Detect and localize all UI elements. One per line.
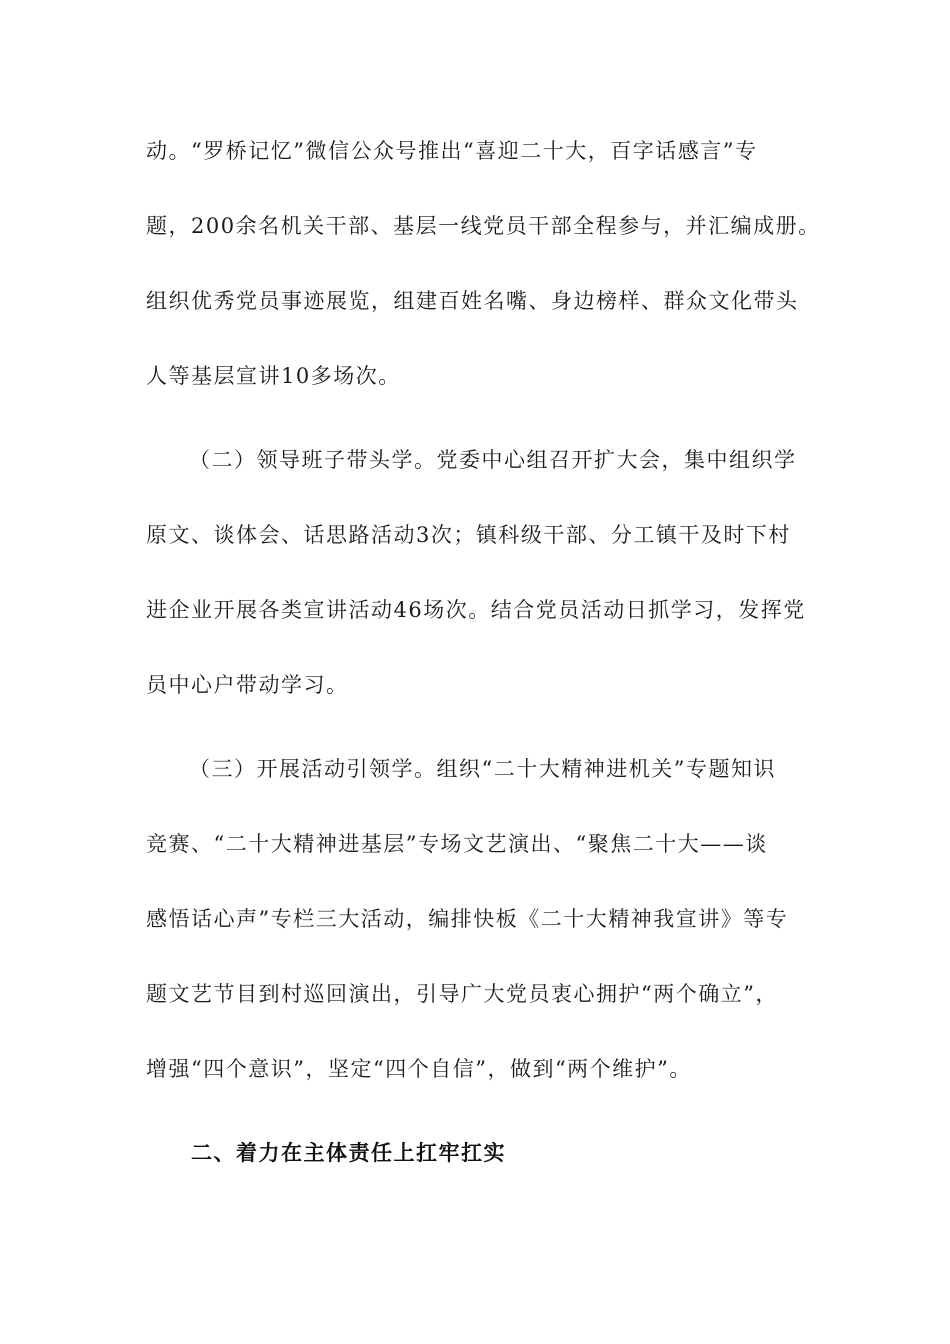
- paragraph-2-line-1: （二）领导班子带头学。党委中心组召开扩大会，集中组织学: [189, 448, 797, 472]
- paragraph-2-line-3: 进企业开展各类宣讲活动46场次。结合党员活动日抓学习，发挥党: [146, 598, 806, 622]
- body-line-1: 动。“罗桥记忆”微信公众号推出“喜迎二十大，百字话感言”专: [146, 139, 758, 163]
- paragraph-3-line-4: 题文艺节目到村巡回演出，引导广大党员衷心拥护“两个确立”，: [146, 982, 778, 1006]
- paragraph-2-line-4: 员中心户带动学习。: [146, 673, 349, 697]
- paragraph-3-line-3: 感悟话心声”专栏三大活动，编排快板《二十大精神我宣讲》等专: [146, 907, 789, 931]
- paragraph-3-line-1: （三）开展活动引领学。组织“二十大精神进机关”专题知识: [189, 757, 776, 781]
- paragraph-2-line-2: 原文、谈体会、话思路活动3次；镇科级干部、分工镇干及时下村: [146, 523, 791, 547]
- paragraph-3-line-2: 竞赛、“二十大精神进基层”专场文艺演出、“聚焦二十大——谈: [146, 832, 768, 856]
- section-heading: 二、着力在主体责任上扛牢扛实: [191, 1141, 506, 1165]
- body-line-4: 人等基层宣讲10多场次。: [146, 364, 401, 388]
- paragraph-3-line-5: 增强“四个意识”，坚定“四个自信”，做到“两个维护”。: [146, 1057, 692, 1081]
- body-line-2: 题，200余名机关干部、基层一线党员干部全程参与，并汇编成册。: [146, 214, 821, 238]
- body-line-3: 组织优秀党员事迹展览，组建百姓名嘴、身边榜样、群众文化带头: [146, 289, 799, 313]
